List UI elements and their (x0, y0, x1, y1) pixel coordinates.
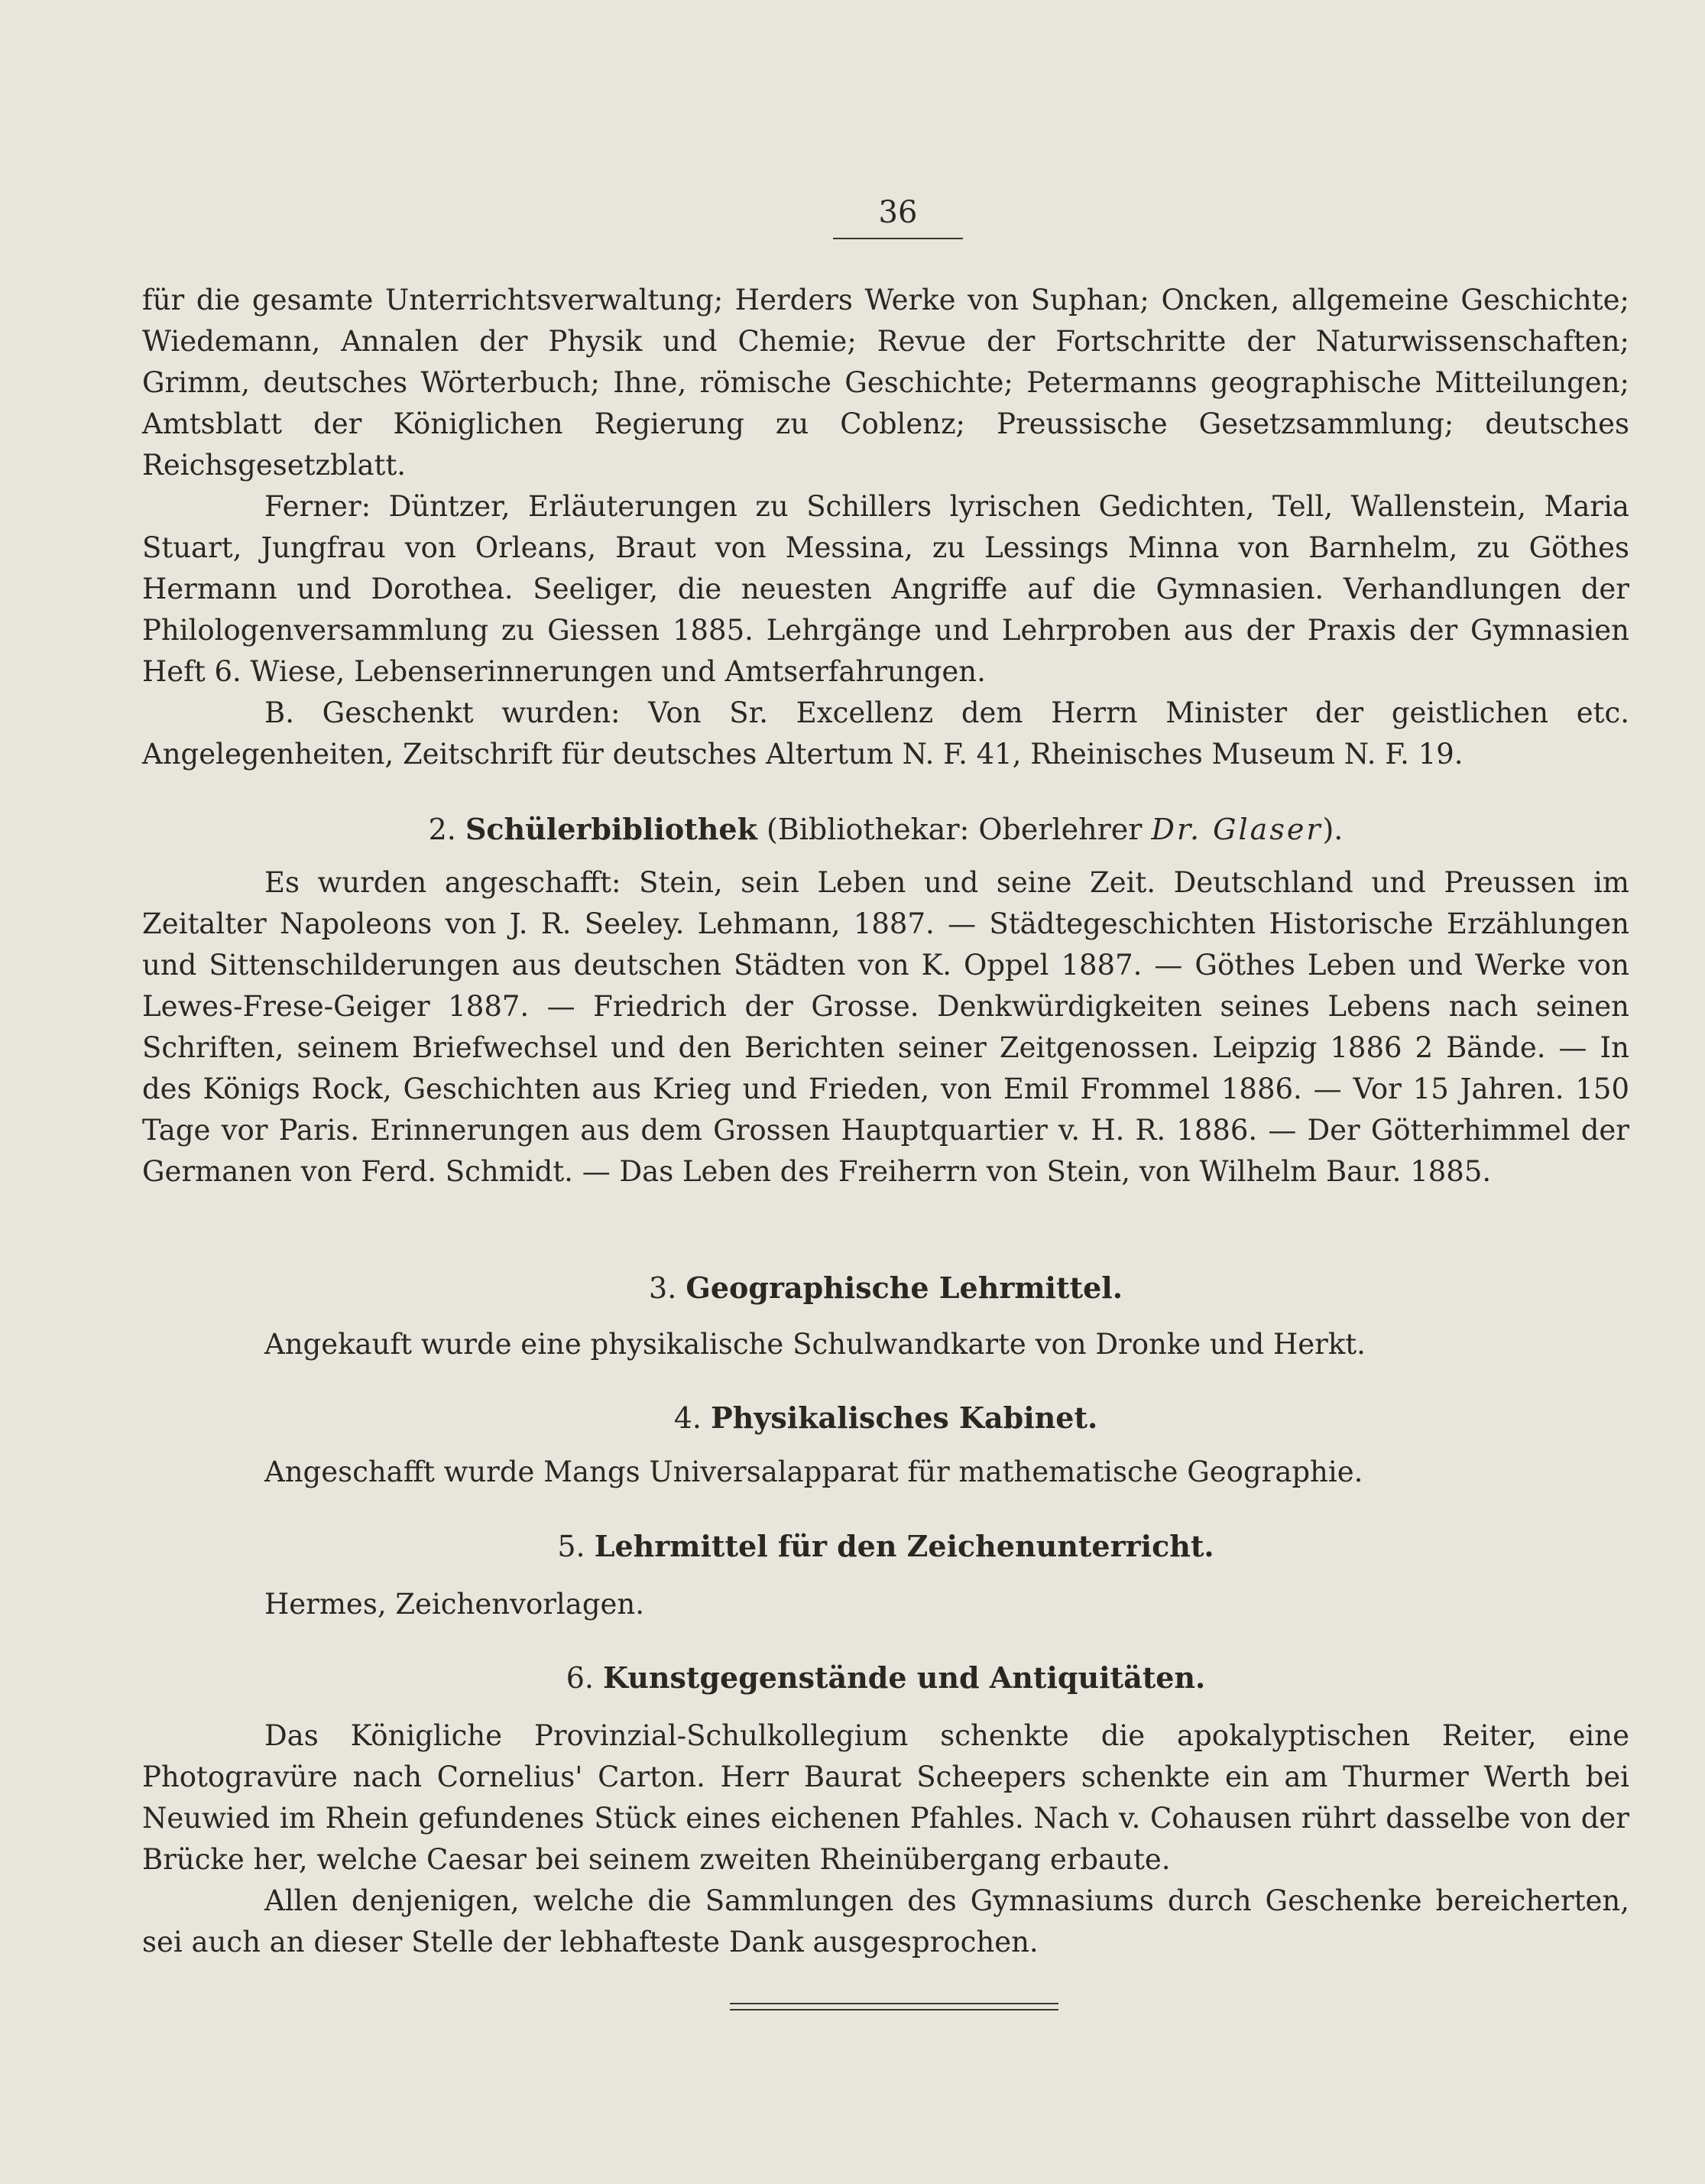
paragraph-physics: Angeschafft wurde Mangs Universalapparat für mathematische Geographie. (264, 1455, 1363, 1488)
section-2-heading (142, 809, 1629, 850)
section-5-body (142, 1584, 1629, 1625)
section-6-body (142, 1715, 1629, 1963)
section-6-number: 6. (566, 1661, 594, 1695)
paragraph-further-acquisitions: Ferner: Düntzer, Erläuterungen zu Schillers lyrischen Gedichten, Tell, Wallenstein, Maria Stuart, Jungfrau von Orleans, Braut von Messina, zu Lessings Minna von Barnhelm, zu Göthes Hermann und Dorothea. Seeliger, die neuesten Angriffe auf die Gymnasien. Verhandlungen der Philologenversammlung zu Giessen 1885. Lehrgänge und Lehrproben aus der Praxis der Gymnasien Heft 6. Wiese, Lebenserinnerungen und Amtserfahrungen. (142, 490, 1629, 688)
section-2-paren-suffix: ). (1322, 813, 1344, 846)
section-4-number: 4. (673, 1401, 702, 1435)
closing-double-rule (730, 2003, 1058, 2010)
section-5-title: Lehrmittel für den Zeichenunterricht. (594, 1529, 1214, 1563)
section-3-number: 3. (649, 1271, 677, 1305)
section-2-librarian: Dr. Glaser (1151, 813, 1323, 846)
paragraph-thanks: Allen denjenigen, welche die Sammlungen des Gymnasiums durch Geschenke bereicherten, sei auch an dieser Stelle der lebhafteste Dank ausgesprochen. (142, 1884, 1629, 1958)
paragraph-art-objects: Das Königliche Provinzial-Schulkollegium schenkte die apokalyptischen Reiter, eine Photogravüre nach Cornelius' Carton. Herr Baurat Scheepers schenkte ein am Thurmer Werth bei Neuwied im Rhein gefundenes Stück eines eichenen Pfahles. Nach v. Cohausen rührt dasselbe von der Brücke her, welche Caesar bei seinem zweiten Rheinübergang erbaute. (142, 1719, 1629, 1876)
paragraph-donations: B. Geschenkt wurden: Von Sr. Excellenz dem Herrn Minister der geistlichen etc. Angelegenheiten, Zeitschrift für deutsches Altertum N. F. 41, Rheinisches Museum N. F. 19. (142, 696, 1629, 771)
page-number: 36 (833, 195, 963, 239)
section-3-title: Geographische Lehrmittel. (686, 1270, 1123, 1305)
section-4-heading (142, 1397, 1629, 1439)
section-3-heading (142, 1267, 1629, 1309)
section-2-number: 2. (428, 813, 456, 846)
section-4-body (142, 1452, 1629, 1493)
section-6-title: Kunstgegenstände und Antiquitäten. (603, 1660, 1206, 1695)
paragraph-periodicals: für die gesamte Unterrichtsverwaltung; Herders Werke von Suphan; Oncken, allgemeine Geschichte; Wiedemann, Annalen der Physik und Chemie; Revue der Fortschritte der Naturwissenschaften; Grimm, deutsches Wörterbuch; Ihne, römische Geschichte; Petermanns geographische Mitteilungen; Amtsblatt der Königlichen Regierung zu Coblenz; Preussische Gesetzsammlung; deutsches Reichsgesetzblatt. (142, 284, 1629, 482)
section-a-text (142, 280, 1629, 775)
section-2-paren-prefix: (Bibliothekar: Oberlehrer (767, 813, 1143, 846)
section-5-number: 5. (557, 1530, 585, 1563)
section-5-heading (142, 1526, 1629, 1567)
section-6-heading (142, 1657, 1629, 1699)
paragraph-geography: Angekauft wurde eine physikalische Schulwandkarte von Dronke und Herkt. (264, 1328, 1366, 1361)
paragraph-drawing: Hermes, Zeichenvorlagen. (264, 1588, 644, 1621)
paragraph-student-library: Es wurden angeschafft: Stein, sein Leben und seine Zeit. Deutschland und Preussen im Zeitalter Napoleons von J. R. Seeley. Lehmann, 1887. — Städtegeschichten Historische Erzählungen und Sittenschilderungen aus deutschen Städten von K. Oppel 1887. — Göthes Leben und Werke von Lewes-Frese-Geiger 1887. — Friedrich der Grosse. Denkwürdigkeiten seines Lebens nach seinen Schriften, seinem Briefwechsel und den Berichten seiner Zeitgenossen. Leipzig 1886 2 Bände. — In des Königs Rock, Geschichten aus Krieg und Frieden, von Emil Frommel 1886. — Vor 15 Jahren. 150 Tage vor Paris. Erinnerungen aus dem Grossen Hauptquartier v. H. R. 1886. — Der Götterhimmel der Germanen von Ferd. Schmidt. — Das Leben des Freiherrn von Stein, von Wilhelm Baur. 1885. (142, 866, 1629, 1188)
section-2-body (142, 862, 1629, 1193)
section-2-title: Schülerbibliothek (465, 812, 757, 846)
section-4-title: Physikalisches Kabinet. (711, 1400, 1098, 1435)
section-3-body (142, 1324, 1629, 1365)
